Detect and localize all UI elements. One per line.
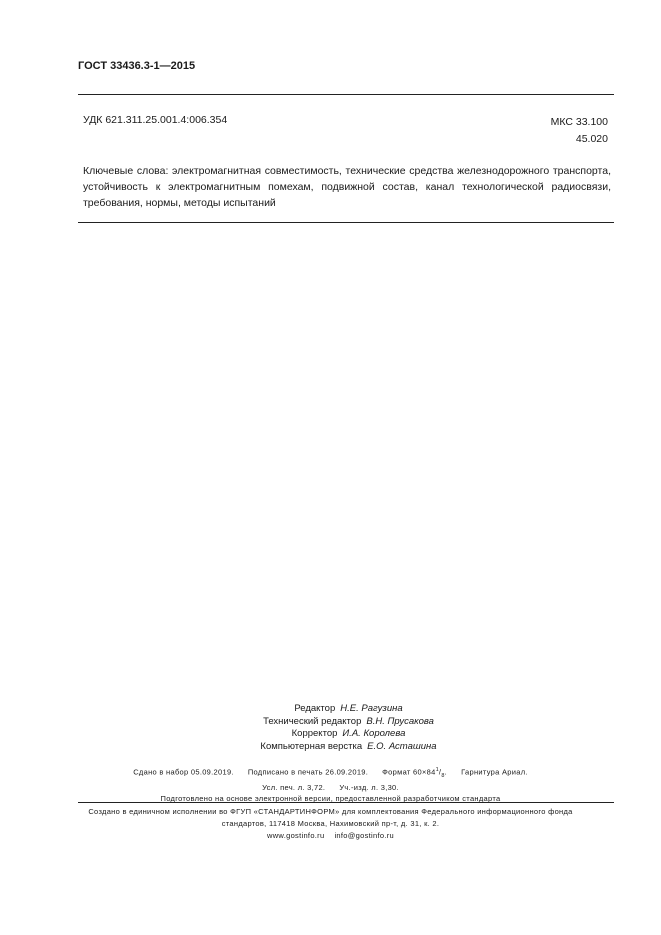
credit-editor: Редактор Н.Е. Рагузина <box>294 703 403 714</box>
mks-line-2: 45.020 <box>575 133 608 145</box>
mks-code <box>551 114 608 148</box>
credit-layout: Компьютерная верстка Е.О. Асташина <box>260 740 437 752</box>
print-info-line-1: Сдано в набор 05.09.2019. Подписано в печать 26.09.2019. Формат $60\times 84^1/_8$. Гарнитура Ариал. <box>133 767 528 779</box>
credit-proofreader: Корректор И.А. Королева <box>291 728 406 739</box>
print-info-line-3: Подготовлено на основе электронной версии, предоставленной разработчиком стандарта <box>160 794 501 803</box>
publisher-email-link[interactable]: info@gostinfo.ru <box>334 831 394 840</box>
print-info-line-2: Усл. печ. л. 3,72. Уч.-изд. л. 3,30. <box>262 783 399 792</box>
keywords-paragraph: Ключевые слова: электромагнитная совместимость, технические средства железнодорожного транспорта, устойчивость к электромагнитным помехам, подвижной состав, канал технологической радиосвязи, требования, нормы, методы испытаний <box>83 165 611 209</box>
publisher-line-1: Создано в единичном исполнении во ФГУП «СТАНДАРТИНФОРМ» для комплектования Федерального информационного фонда <box>88 807 573 816</box>
publisher-line-2: стандартов, 117418 Москва, Нахимовский пр-т, д. 31, к. 2. <box>221 819 440 828</box>
standard-number: ГОСТ 33436.3-1—2015 <box>78 60 196 72</box>
credits-block <box>0 703 661 753</box>
credit-tech-editor: Технический редактор В.Н. Прусакова <box>263 715 434 727</box>
mks-line-1: МКС 33.100 <box>550 116 608 128</box>
publisher-contacts <box>0 830 661 842</box>
top-divider <box>78 94 614 95</box>
print-info <box>0 765 661 804</box>
bottom-divider <box>78 802 614 803</box>
udc-code: УДК 621.311.25.001.4:006.354 <box>83 114 228 126</box>
keywords-divider <box>78 222 614 223</box>
publisher-website-link[interactable]: www.gostinfo.ru <box>267 831 325 840</box>
publisher-info <box>0 806 661 842</box>
